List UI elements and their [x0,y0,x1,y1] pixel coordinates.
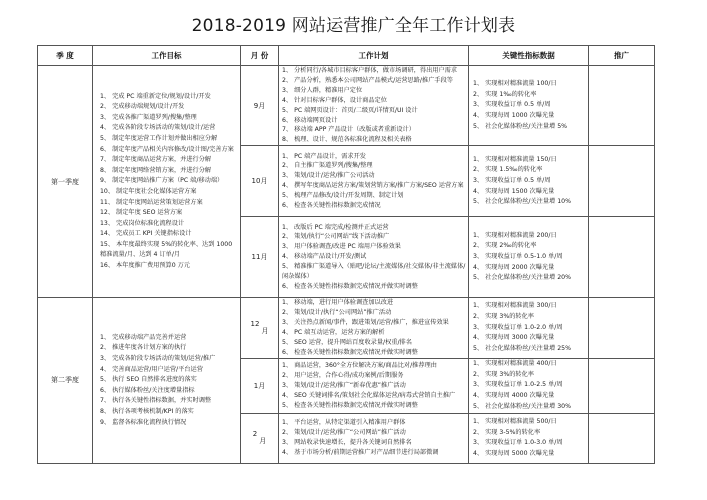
plan-item: 1、 PC 端产品设计，需求开发 [282,152,366,160]
goal-cell [93,66,241,298]
plan-item: 6、 移动端网页设计 [282,116,338,124]
kpi-cell [469,358,589,413]
plan-item: 1、 分析同行/各城市目标客户群体，做市场调研，得出用户需求 [282,67,458,74]
plan-item: 2、 产品分析，熟悉本公司网站产品模式/运营思路/推广手段等 [282,76,453,84]
plan-item: 2、 策划/设计/执行“公司网站”推广活动 [282,309,392,317]
plan-item: 3、 策划/设计/运营/推广“新春优惠”推广活动 [282,381,406,389]
month-cell [241,217,279,298]
page-title: 2018-2019 网站运营推广全年工作计划表 [191,16,516,36]
goal-item: 12、 制定年度 SEO 运营方案 [100,209,183,217]
table-row [38,66,655,146]
promo-cell [589,146,655,217]
plan-item: 3、 关注热点新闻/事件，跟进策划/运营/推广，推进宣传效果 [282,319,449,327]
plan-item: 5、 SEO 运营，提升网站百度收录量/权重/排名 [282,338,412,346]
month-cell [241,358,279,413]
goal-item: 9、 制定年度网站推广方案（PC 端/移动端） [100,177,224,185]
plan-item: 4、 基于市场分析/前期运营推广对产品细节进行局部微调 [282,449,439,457]
goal-item: 1、 完成 PC 端重新定位/规划/设计/开发 [100,92,211,100]
month-number: 10 [251,177,261,186]
kpi-item: 1、 实现相对精准流量 200/日 [473,231,557,239]
kpi-item: 3、 实现收益订单 1.0-2.0 单/周 [473,323,563,331]
month-unit: 月 [260,253,268,262]
goal-cell [93,298,241,463]
kpi-cell [469,298,589,358]
plan-cell [279,413,469,463]
goal-item: 6、 执行媒体粉丝/关注度增量指标 [100,386,195,394]
goal-item: 4、 完善商品运营/用户运营/平台运营 [100,365,203,373]
kpi-cell [469,413,589,463]
goal-item: 2、 推进年度各计划方案的执行 [100,344,187,352]
month-number: 1 [253,381,259,390]
promo-cell [589,66,655,146]
header-month: 月 份 [241,46,279,66]
kpi-item: 4、 实现每周 5000 次曝光量 [473,449,555,457]
kpi-item: 3、 实现收益订单 0.5 单/周 [473,101,551,109]
month-unit: 月 [258,381,266,390]
plan-item: 4、 移动端产品设计/开发/测试 [282,253,367,261]
goal-item: 4、 完成各阶段专场活动的策划/设计/运营 [100,124,216,132]
month-cell [241,298,279,358]
kpi-item: 4、 实现每周 1500 次曝光量 [473,187,555,195]
goal-item: 6、 制定年度产品相关内容修改/设计图/完善方案 [100,145,234,153]
month-unit: 月 [260,177,268,186]
season-cell: 第二季度 [38,298,93,463]
month-unit: 月 [259,437,267,446]
kpi-item: 5、 社会化媒体粉丝/关注量增 10% [473,198,571,206]
goal-item: 2、 完成移动端规划/设计/开发 [100,103,185,111]
kpi-item: 2、 实现 3%的转化率 [473,370,534,378]
goal-list [93,92,240,272]
month-unit: 月 [258,101,266,110]
kpi-cell [469,146,589,217]
kpi-cell [469,217,589,298]
goal-item: 10、 制定年度社会化媒体运营方案 [100,187,197,195]
plan-item: 3、 用户体验调查/改进 PC 端用户体验效果 [282,243,401,251]
kpi-item: 1、 实现相对精准流量 300/日 [473,302,557,310]
kpi-item: 1、 实现相对精准流量 150/日 [473,155,557,163]
kpi-item: 4、 实现每周 2000 次曝光量 [473,263,555,271]
month-cell [241,66,279,146]
kpi-item: 2、 实现 1.5‰的转化率 [473,166,543,174]
header-row [38,46,655,66]
plan-item: 2、 用户运营，合作心得/成功案例/后期服务 [282,371,404,379]
kpi-item: 2、 实现 1‰的转化率 [473,90,537,98]
goal-item: 8、 执行各项考核机制/KPI 的落实 [100,407,194,415]
work-plan-table [37,45,655,464]
header-season: 季 度 [38,46,93,66]
plan-cell [279,358,469,413]
kpi-item: 2、 实现 3-5%的转化率 [473,428,541,436]
kpi-item: 5、 社会化媒体粉丝/关注量增 30% [473,402,571,410]
month-cell [241,413,279,463]
header-goal: 工作目标 [93,46,241,66]
plan-item: 6、 检查各关键性指标数据完成情况 [282,202,381,210]
kpi-item: 4、 实现每周 4000 次曝光量 [473,391,555,399]
kpi-item: 5、 社会化媒体粉丝/关注量增 20% [473,274,571,282]
promo-cell [589,217,655,298]
plan-item: 1、 平台运营，从特定渠道引入精准用户群体 [282,419,406,427]
kpi-item: 2、 实现 3%的转化率 [473,313,534,321]
kpi-item: 3、 实现收益订单 0.5-1.0 单/周 [473,252,563,260]
plan-item: 5、 PC 端网页设计：首页/二级页/详情页/UI 设计 [282,106,418,114]
kpi-item: 1、 实现相对精准流量 400/日 [473,360,557,368]
header-promo: 推广 [589,46,655,66]
header-kpi: 关键性指标数据 [469,46,589,66]
kpi-item: 2、 实现 2‰的转化率 [473,242,537,250]
month-unit: 月 [261,326,269,335]
plan-item: 3、 策划/设计/运营/推广公司活动 [282,172,375,180]
kpi-item: 4、 实现每周 1000 次曝光量 [473,111,555,119]
goal-item: 7、 制定年度商品运营方案，并进行分解 [100,156,212,164]
plan-item: 2、 策划/执行“公司网站”线下活动推广 [282,233,390,241]
plan-item: 3、 网站收录快速增长，提升各关键词自然排名 [282,439,412,447]
promo-cell [589,298,655,358]
kpi-item: 3、 实现收益订单 0.5 单/周 [473,176,551,184]
month-number: 2 [252,430,258,439]
goal-item: 3、 完成各阶段专场活动的策划/运营/推广 [100,354,216,362]
month-number: 9 [253,101,259,110]
kpi-cell [469,66,589,146]
plan-item: 2、 策划/设计/运营/推广“公司网站”推广活动 [282,429,406,437]
goal-item: 5、 制定年度运营工作计划并做出相应分解 [100,134,218,142]
goal-item: 11、 制定年度网站运营策划运营方案 [100,198,203,206]
goal-item: 7、 执行各关键性指标数据，并实时调整 [100,397,212,405]
plan-item: 4、 SEO 关键词排名/策划社会化媒体运营/病毒式营销自主推广 [282,391,456,399]
month-number: 12 [250,319,260,328]
plan-cell [279,66,469,146]
promo-cell [589,358,655,413]
month-number: 11 [251,253,261,262]
goal-item: 8、 制定年度网络营销方案，并进行分解 [100,166,212,174]
plan-item: 8、 梳理、设计、规范各标准化流程及相关表格 [282,136,412,144]
goal-list [93,333,240,428]
plan-item: 4、 针对目标客户群体，设计商品定位 [282,96,387,104]
plan-cell [279,217,469,298]
kpi-item: 5、 社会化媒体粉丝/关注量增 5% [473,122,568,130]
goal-item: 13、 完成岗位标准化流程设计 [100,219,185,227]
month-cell [241,146,279,217]
season-cell: 第一季度 [38,66,93,298]
goal-item: 3、 完成各推广渠道罗列/搜集/整理 [100,113,197,121]
plan-item: 7、 移动端 APP 产品设计（改版或者重新设计） [282,126,415,134]
plan-item: 6、 检查各关键性指标数据完成情况并做实时调整 [282,348,418,356]
kpi-item: 1、 实现相对精准流量 100/日 [473,80,557,88]
kpi-item: 5、 社会化媒体粉丝/关注量增 25% [473,344,571,352]
plan-cell [279,298,469,358]
plan-cell [279,146,469,217]
goal-item: 5、 执行 SEO 自然排名进度的落实 [100,376,197,384]
promo-cell [589,413,655,463]
plan-item: 4、 PC 端互动运营，运营方案的解析 [282,328,385,336]
kpi-item: 4、 实现每周 3000 次曝光量 [473,334,555,342]
plan-item: 4、 撰写年度商品运营方案/策划营销方案/推广方案/SEO 运营方案 [282,182,464,190]
goal-item: 16、 本年度推广费用预算0 万元 [100,262,190,270]
plan-item: 3、 细分人群，精准用户定位 [282,86,363,94]
plan-item: 2、 自主推广渠道罗列/搜集/整理 [282,162,373,170]
plan-item: 5、 精准推广渠道导入（贴吧/论坛/主流媒体/社交媒体/非主流媒体/闲杂媒体） [282,263,466,281]
plan-item: 1、 移动端，进行用户体验调查加以改进 [282,299,394,307]
plan-item: 6、 检查各关键性指标数据完成情况并做实时调整 [282,283,418,291]
goal-item: 14、 完成员工 KPI 关键指标设计 [100,230,192,238]
plan-item: 5、 梳理产品修改/设计/开发周期、制定计划 [282,192,404,200]
goal-item: 1、 完成移动端产品完善并运营 [100,333,187,341]
plan-item: 1、 商品运营，360°全方位解决方案/商品比对/推荐理由 [282,361,437,369]
kpi-item: 3、 实现收益订单 1.0-2.5 单/周 [473,381,563,389]
header-plan: 工作计划 [279,46,469,66]
goal-item: 9、 监督各标准化流程执行情况 [100,418,187,426]
plan-item: 5、 检查各关键性指标数据完成情况并做实时调整 [282,401,418,409]
table-row [38,298,655,358]
goal-item: 15、 本年度最终实现 5%的转化率、达到 1000 精准流量/月、达到 4 订单/月 [100,240,233,259]
plan-item: 1、 改版后 PC 端完成/检测并正式运营 [282,223,389,231]
kpi-item: 1、 实现相对精准流量 500/日 [473,418,557,425]
kpi-item: 3、 实现收益订单 1.0-3.0 单/周 [473,439,563,447]
